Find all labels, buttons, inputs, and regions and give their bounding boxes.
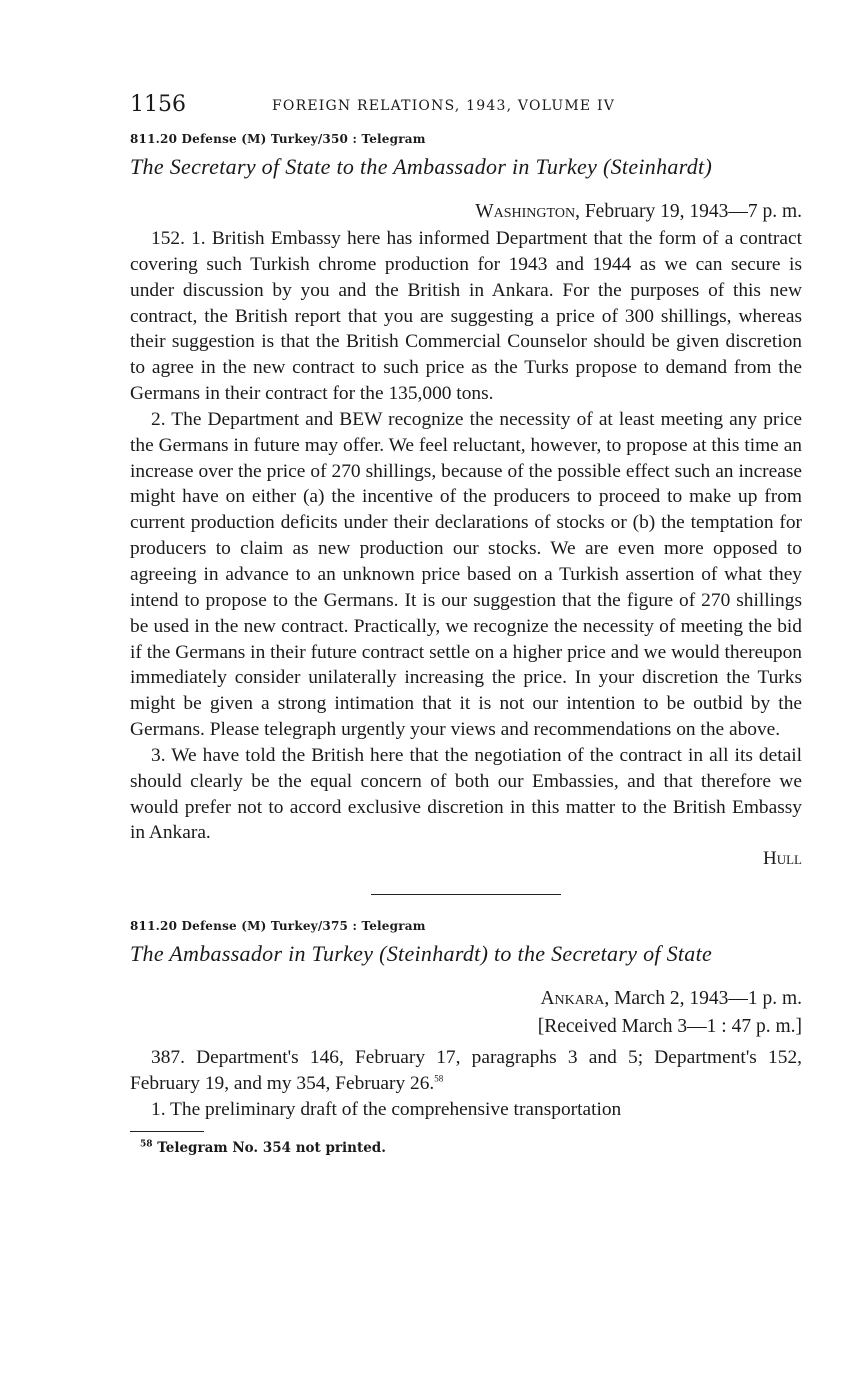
- doc1-file-reference: 811.20 Defense (M) Turkey/350 : Telegram: [130, 132, 426, 146]
- doc1-title-pre: The Secretary of State to the Ambassador in Turkey (: [130, 154, 611, 179]
- page-number: 1156: [130, 92, 186, 117]
- doc2-title-post: ) to the Secretary of State: [480, 941, 713, 967]
- footnote-reference: 58: [434, 1073, 444, 1084]
- doc2-title-pre: The Ambassador in Turkey (: [130, 941, 387, 967]
- doc2-paragraph-1-text: 387. Department's 146, February 17, paragraphs 3 and 5; Department's 152, February 19, and my 354, February 26.: [130, 1047, 802, 1095]
- doc1-title-name: Steinhardt: [610, 154, 705, 179]
- doc1-dateline: [130, 198, 802, 226]
- document-page: [130, 92, 802, 1156]
- doc2-title: [130, 941, 802, 967]
- doc2-dateline: [130, 985, 802, 1013]
- doc2-received-line: [Received March 3—1 : 47 p. m.]: [537, 1016, 802, 1038]
- footnote-marker: 58: [140, 1139, 153, 1150]
- doc1-body: [130, 226, 802, 846]
- doc1-title-post: ): [704, 154, 713, 179]
- doc2-paragraph-1: [130, 1045, 802, 1097]
- doc1-title: [130, 154, 802, 180]
- doc1-signature: Hull: [763, 848, 802, 870]
- footnote-rule: [130, 1131, 204, 1132]
- doc1-paragraph-2: 2. The Department and BEW recognize the necessity of at least meeting any price the Germans in future may offer. We feel reluctant, however, to propose at this time an increase over the price of 270 shillings, because of the possible effect such an increase might have on either (a) the incentive of the producers to proceed to make up from current production deficits under their declarations of stocks or (b) the temptation for producers to claim as new production our stocks. We are even more opposed to agreeing in advance to an unknown price based on a Turkish assertion of what they intend to propose to the Germans. It is our suggestion that the figure of 270 shillings be used in the new contract. Practically, we recognize the necessity of meeting the bid if the Germans in their future contract settle on a higher price and we would thereupon immediately consider unilaterally increasing the price. In your discretion the Turks might be given a strong intimation that it is not our intention to be outbid by the Germans. Please telegraph urgently your views and recommendations on the above.: [130, 408, 802, 741]
- running-title: FOREIGN RELATIONS, 1943, VOLUME IV: [272, 98, 616, 114]
- footnote-text: Telegram No. 354 not printed.: [157, 1139, 386, 1156]
- doc2-title-name: Steinhardt: [386, 941, 481, 967]
- section-divider: [371, 894, 561, 895]
- footnote: [140, 1140, 802, 1156]
- running-head: [130, 92, 802, 126]
- doc1-paragraph-3: 3. We have told the British here that the negotiation of the contract in all its detail should clearly be the equal concern of both our Embassies, and that therefore we would prefer not to accord exclusive discretion in this matter to the British Embassy in Ankara.: [130, 744, 802, 844]
- doc2-dateline-date: , March 2, 1943—1 p. m.: [604, 988, 802, 1010]
- doc1-dateline-place: Washington: [475, 201, 576, 222]
- doc1-paragraph-1: 152. 1. British Embassy here has informed Department that the form of a contract covering such Turkish chrome production for 1943 and 1944 as we can secure is under discussion by you and the British in Ankara. For the purposes of this new contract, the British report that you are suggesting a price of 300 shillings, whereas their suggestion is that the British Commercial Counselor should be given discretion to agree in the new contract to such price as the Turks propose to demand from the Germans in their contract for the 135,000 tons.: [130, 228, 802, 405]
- doc2-file-reference: 811.20 Defense (M) Turkey/375 : Telegram: [130, 919, 426, 934]
- doc1-dateline-date: , February 19, 1943—7 p. m.: [575, 201, 802, 222]
- doc2-body: [130, 1045, 802, 1123]
- doc2-paragraph-2: 1. The preliminary draft of the comprehensive transportation: [151, 1098, 622, 1120]
- doc2-dateline-place: Ankara: [540, 988, 605, 1010]
